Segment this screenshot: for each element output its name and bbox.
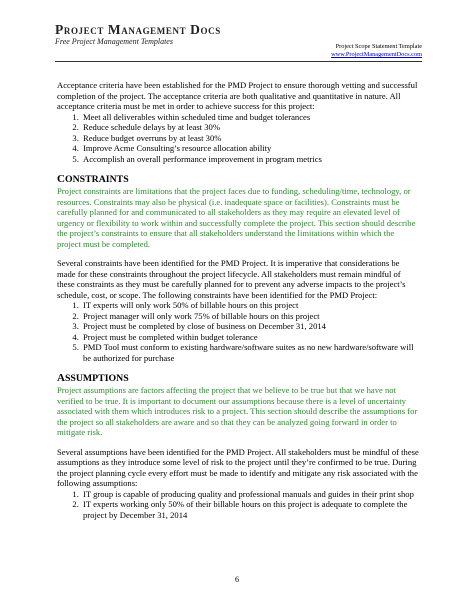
document-title: Project Scope Statement Template [335,43,422,50]
constraints-intro: Several constraints have been identified for the PMD Project. It is imperative that considerations be made for these constraints throughout the project lifecycle. All stakeholders must remain mindful of these constraints as they must be carefully planned for to prevent any adverse impacts to the project’s schedule, cost, or scope. The following constraints have been identified for the PMD Project: [57,258,406,300]
acceptance-intro: Acceptance criteria have been established for the PMD Project to ensure thorough vetting and successful completion of the project. The acceptance criteria are both qualitative and quantitative in nature. All acceptance criteria must be met in order to achieve success for this project: [57,80,418,111]
website-link[interactable]: www.ProjectManagementDocs.com [331,51,422,58]
assumptions-intro: Several assumptions have been identified for the PMD Project. All stakeholders must be mindful of these assumptions as they introduce some level of risk to the project until they’re confirmed to be true. During the project planning cycle every effort must be made to identify and mitigate any risk associated with the following assumptions: [57,446,419,488]
constraints-heading: CONSTRAINTS [57,173,129,185]
constraints-list [57,300,419,363]
list-item: 2. Reduce schedule delays by at least 30% [81,122,419,133]
assumptions-heading: ASSUMPTIONS [57,372,129,384]
constraints-guidance: Project constraints are limitations that the project faces due to funding, scheduling/time, technology, or resources. Constraints may also be physical (i.e. inadequate space or facilities). Constraints must be carefully planned for and communicated to all stakeholders as they may require an elevated level of urgency or flexibility to work within and successfully complete the project. This section should describe the project’s constraints to ensure that all stakeholders understand the limitations within which the project must be completed. [57,186,416,249]
acceptance-criteria-list [57,112,419,165]
list-item: 1. IT group is capable of producing quality and professional manuals and guides in their print shop [81,489,419,500]
list-item: 5. PMD Tool must conform to existing hardware/software suites as no new hardware/software will be authorized for purchase [81,342,419,363]
list-item: 3. Reduce budget overruns by at least 30% [81,133,419,144]
list-item: 5. Accomplish an overall performance improvement in program metrics [81,154,419,165]
logo-subtitle: Free Project Management Templates [55,37,173,46]
logo [55,23,221,47]
list-item: 3. Project must be completed by close of business on December 31, 2014 [81,321,419,332]
document-body [57,80,419,520]
list-item: 2. Project manager will only work 75% of billable hours on this project [81,311,419,322]
assumptions-guidance: Project assumptions are factors affecting the project that we believe to be true but that we have not verified to be true. It is important to document our assumptions because there is a level of uncertainty associated with them which introduces risk to a project. This section should describe the assumptions for the project so all stakeholders are aware and so that they can be analyzed going forward in order to mitigate risk. [57,385,418,437]
list-item: 4. Project must be completed within budget tolerance [81,332,419,343]
logo-title: Project Management Docs [55,22,221,37]
list-item: 4. Improve Acme Consulting’s resource allocation ability [81,143,419,154]
list-item: 1. Meet all deliverables within scheduled time and budget tolerances [81,112,419,123]
header-info [331,43,422,59]
list-item: 1. IT experts will only work 50% of billable hours on this project [81,300,419,311]
header-divider [55,61,422,62]
page-number: 6 [235,575,239,584]
assumptions-list [57,489,419,521]
list-item: 2. IT experts working only 50% of their billable hours on this project is adequate to complete the project by December 31, 2014 [81,499,419,520]
